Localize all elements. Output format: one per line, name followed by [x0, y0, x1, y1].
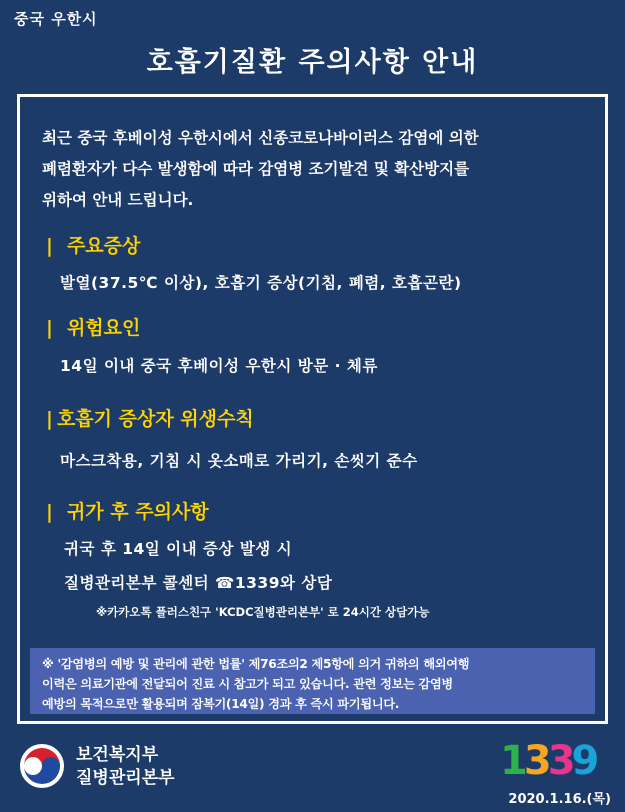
intro-line: 최근 중국 후베이성 우한시에서 신종코로나바이러스 감염에 의한 [42, 129, 479, 147]
section-heading-return [46, 497, 209, 524]
intro-line: 위하여 안내 드립니다. [42, 191, 194, 209]
section-text: 질병관리본부 콜센터 ☎1339와 상담 [64, 574, 333, 592]
intro-paragraph [42, 123, 592, 216]
top-label: 중국 우한시 [14, 10, 98, 28]
intro-line: 폐렴환자가 다수 발생함에 따라 감염병 조기발견 및 확산방지를 [42, 160, 470, 178]
section-text: 마스크착용, 기침 시 옷소매로 가리기, 손씻기 준수 [60, 452, 418, 470]
notice-line: 이력은 의료기관에 전달되어 진료 시 참고가 되고 있습니다. 관련 정보는 감염병 [42, 677, 453, 691]
section-text: 14일 이내 중국 후베이성 우한시 방문 · 체류 [60, 357, 378, 375]
heading-text: 주요증상 [66, 235, 141, 257]
notice-line: 예방의 목적으로만 활용되며 잠복기(14일) 경과 후 즉시 파기됩니다. [42, 697, 400, 711]
section-text: 귀국 후 14일 이내 증상 발생 시 [64, 540, 293, 558]
hotline-1339-logo [500, 738, 595, 784]
hotline-digit: 9 [571, 738, 596, 784]
legal-notice [30, 648, 595, 714]
kakao-note: ※카카오톡 플러스친구 'KCDC질병관리본부' 로 24시간 상담가능 [96, 605, 430, 619]
section-heading-risk [46, 313, 140, 340]
heading-text: 귀가 후 주의사항 [66, 501, 209, 523]
heading-text: 위험요인 [66, 317, 141, 339]
issue-date: 2020.1.16.(목) [508, 792, 611, 807]
heading-text: 호흡기 증상자 위생수칙 [56, 408, 254, 430]
heading-bar: | [46, 235, 53, 257]
government-emblem-icon [16, 740, 68, 792]
ministry-name: 보건복지부 [76, 745, 159, 765]
heading-bar: | [46, 501, 53, 523]
kcdc-name: 질병관리본부 [76, 768, 175, 788]
heading-bar: | [46, 408, 53, 430]
page-title: 호흡기질환 주의사항 안내 [146, 47, 479, 78]
hotline-digit: 3 [523, 738, 548, 784]
section-heading-symptoms [46, 231, 140, 258]
notice-panel [17, 94, 608, 724]
section-heading-hygiene [46, 404, 254, 431]
notice-line: ※ '감염병의 예방 및 관리에 관한 법률' 제76조의2 제5항에 의거 귀하의 해외여행 [42, 657, 470, 671]
section-text: 발열(37.5℃ 이상), 호흡기 증상(기침, 폐렴, 호흡곤란) [60, 274, 462, 292]
hotline-digit: 3 [547, 738, 572, 784]
heading-bar: | [46, 317, 53, 339]
hotline-digit: 1 [500, 738, 524, 784]
